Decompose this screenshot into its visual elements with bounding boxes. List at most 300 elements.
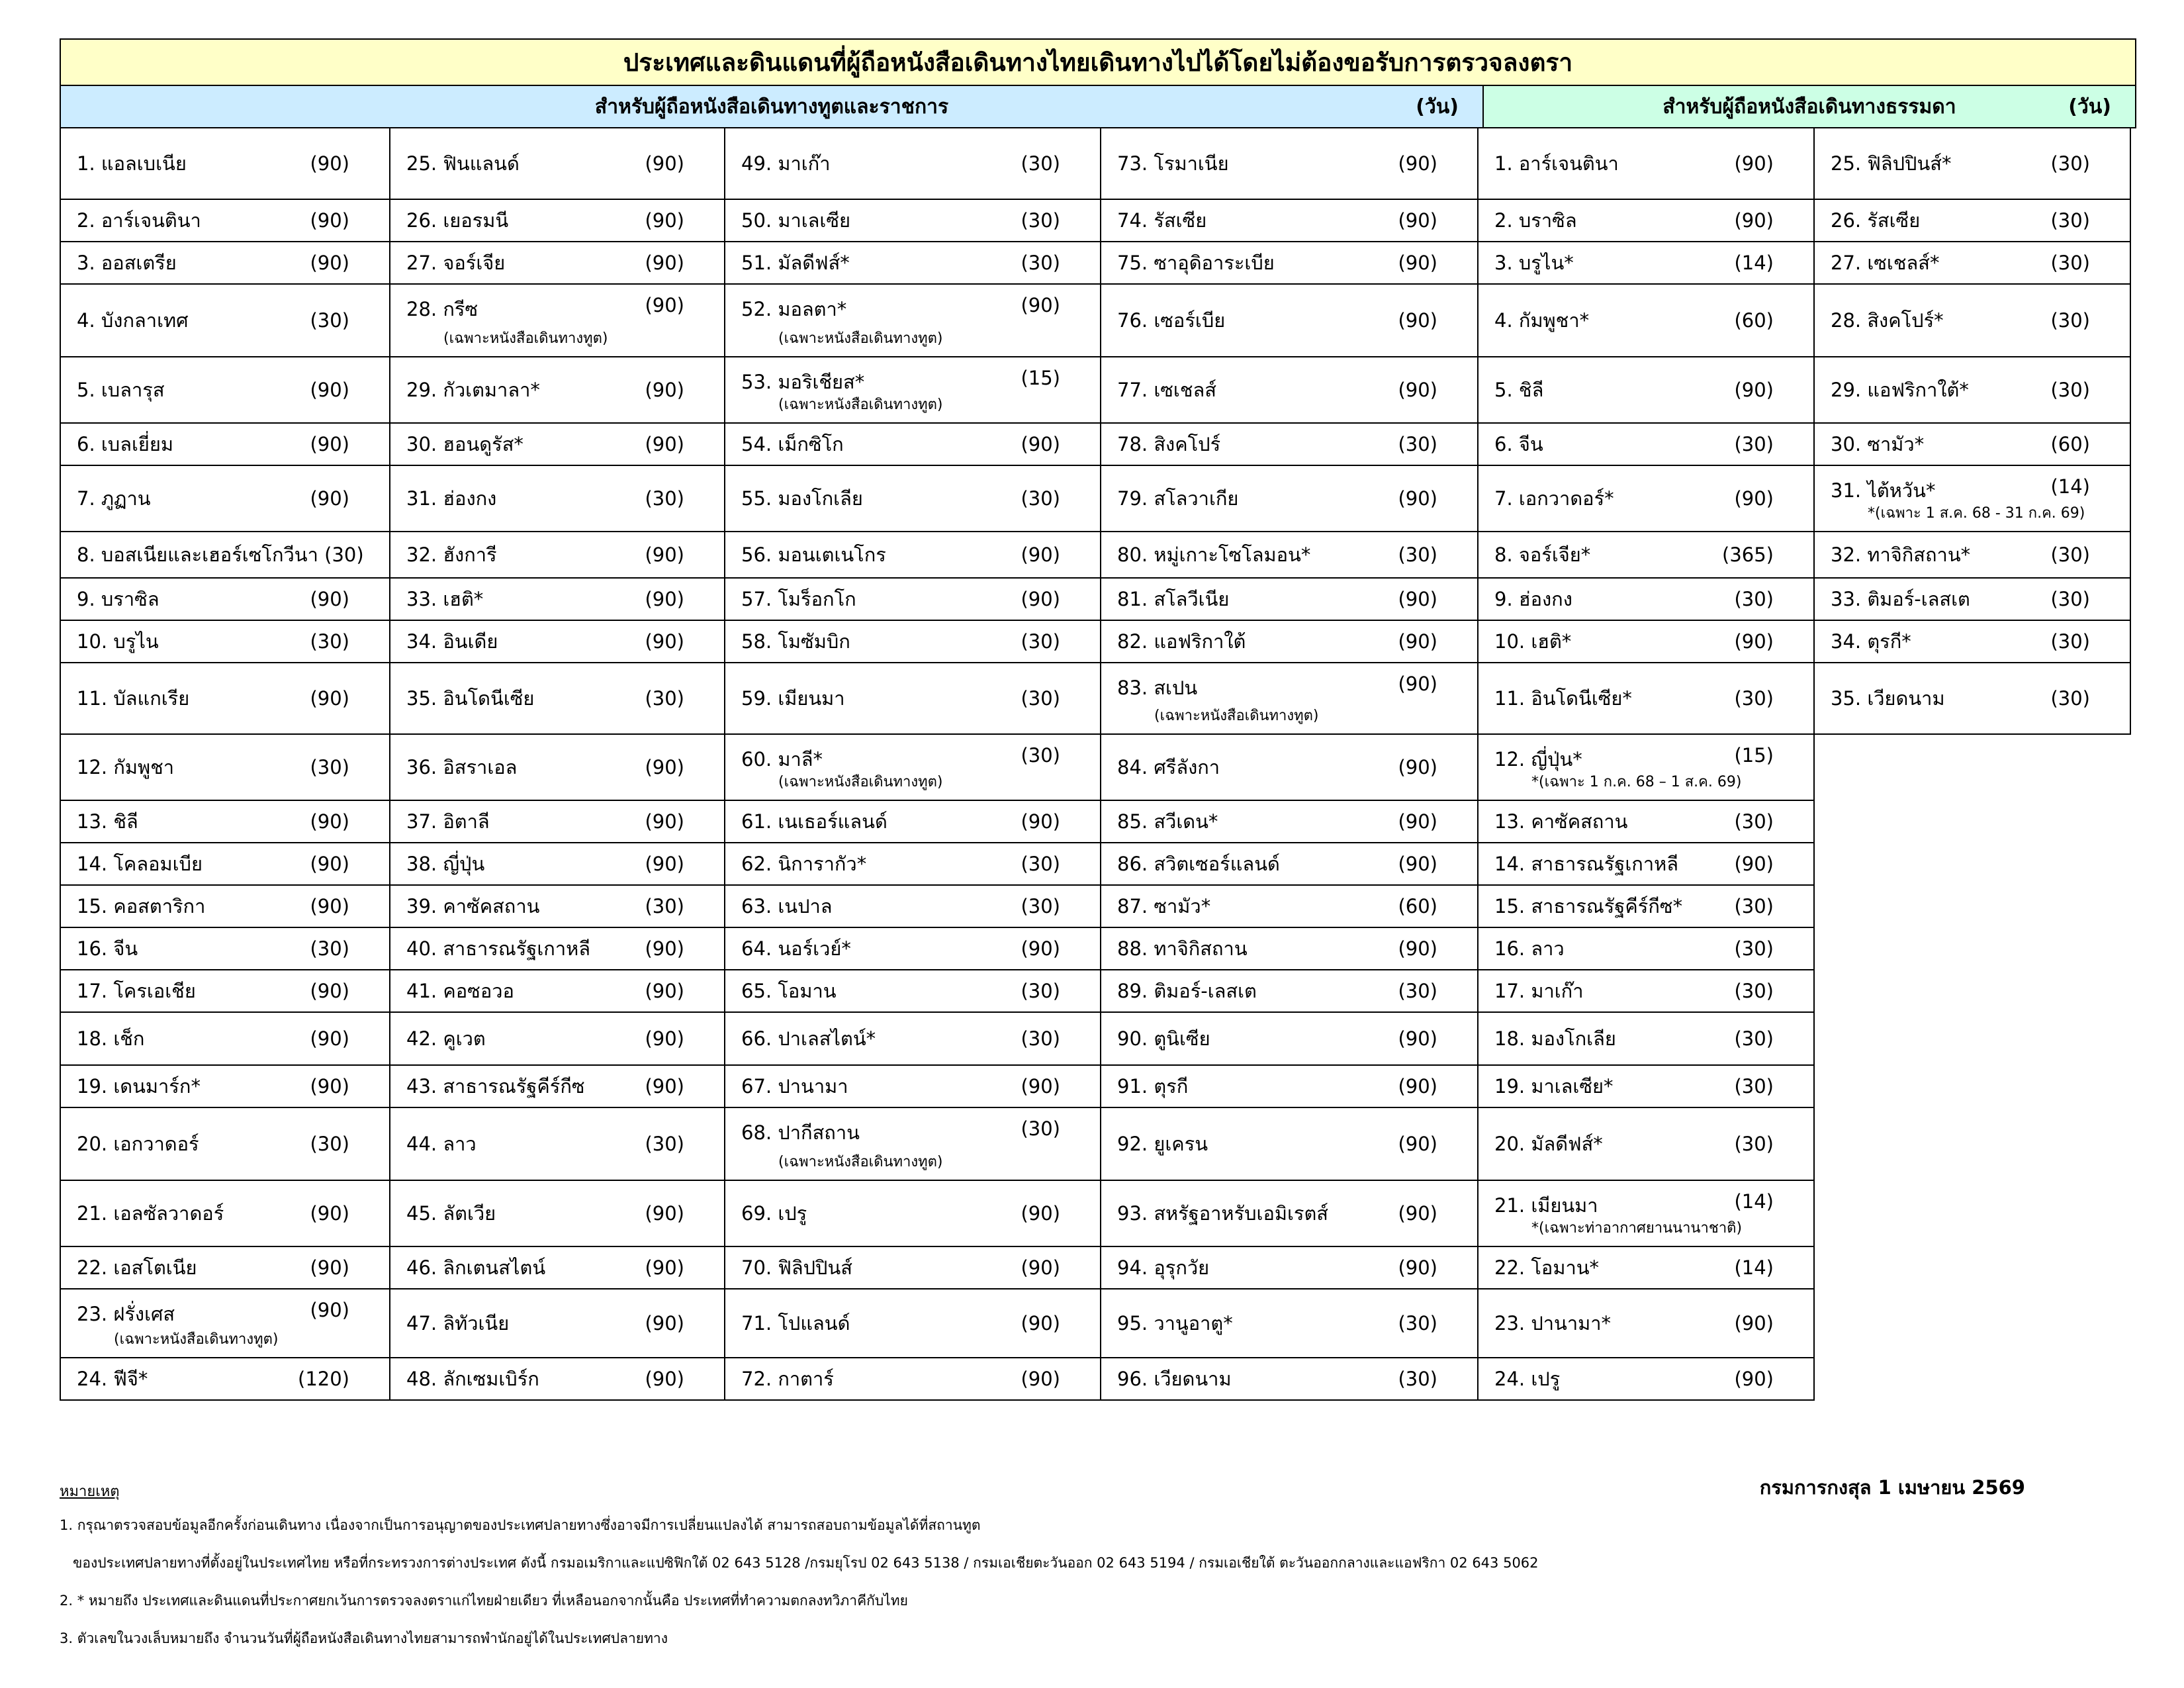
country-name: 85. สวีเดน* bbox=[1117, 810, 1218, 833]
country-cell bbox=[1815, 285, 2130, 357]
country-name: 24. ฟีจี* bbox=[77, 1368, 148, 1390]
stay-days: (90) bbox=[645, 588, 684, 610]
country-name: 70. ฟิลิปปินส์ bbox=[741, 1256, 852, 1279]
stay-days: (90) bbox=[310, 1075, 349, 1098]
country-cell bbox=[1101, 1181, 1477, 1247]
country-cell bbox=[1479, 663, 1813, 735]
notes-section bbox=[60, 1479, 2136, 1665]
stay-days: (90) bbox=[1021, 937, 1060, 960]
country-cell bbox=[1815, 621, 2130, 663]
country-cell bbox=[61, 1289, 389, 1358]
country-cell bbox=[61, 1247, 389, 1289]
stay-days: (30) bbox=[2050, 252, 2090, 274]
stay-days: (30) bbox=[1398, 543, 1437, 566]
stay-days: (30) bbox=[1734, 937, 1774, 960]
stay-days: (90) bbox=[645, 1027, 684, 1050]
stay-days: (90) bbox=[645, 1368, 684, 1390]
stay-days: (90) bbox=[1398, 252, 1437, 274]
stay-days: (30) bbox=[1021, 744, 1060, 767]
country-cell bbox=[1479, 970, 1813, 1013]
country-name: 31. ฮ่องกง bbox=[406, 487, 497, 510]
country-cell bbox=[61, 128, 389, 200]
stay-days: (90) bbox=[310, 487, 349, 510]
country-name: 30. ซามัว* bbox=[1831, 433, 1925, 455]
stay-days: (90) bbox=[1398, 673, 1437, 695]
country-name: 79. สโลวาเกีย bbox=[1117, 487, 1239, 510]
country-name: 71. โปแลนด์ bbox=[741, 1312, 850, 1335]
stay-days: (30) bbox=[2050, 687, 2090, 710]
stay-days: (90) bbox=[1398, 630, 1437, 653]
cell-note: (เฉพาะหนังสือเดินทางทูต) bbox=[778, 330, 943, 347]
country-cell bbox=[1101, 242, 1477, 285]
country-name: 13. คาซัคสถาน bbox=[1494, 810, 1628, 833]
country-name: 94. อุรุกวัย bbox=[1117, 1256, 1210, 1279]
country-cell bbox=[1815, 579, 2130, 621]
country-cell bbox=[1101, 843, 1477, 886]
cell-note: (เฉพาะหนังสือเดินทางทูต) bbox=[778, 397, 943, 413]
stay-days: (90) bbox=[310, 1256, 349, 1279]
table-column bbox=[1815, 128, 2131, 735]
country-cell bbox=[1101, 1358, 1477, 1401]
country-cell bbox=[725, 579, 1100, 621]
country-cell bbox=[390, 1066, 724, 1108]
stay-days: (120) bbox=[298, 1368, 349, 1390]
stay-days: (15) bbox=[1021, 367, 1060, 389]
stay-days: (15) bbox=[1734, 744, 1774, 767]
country-name: 72. กาตาร์ bbox=[741, 1368, 834, 1390]
country-cell bbox=[1101, 466, 1477, 532]
country-cell bbox=[1479, 532, 1813, 579]
country-name: 34. ตุรกี* bbox=[1831, 630, 1911, 653]
country-cell bbox=[1479, 1066, 1813, 1108]
note-2: 2. * หมายถึง ประเทศและดินแดนที่ประกาศยกเว้นการตรวจลงตราแก่ไทยฝ่ายเดียว ที่เหลือนอกจากนั้นคือ ประเทศที่ทำความตกลงทวิภาคีกับไทย bbox=[60, 1593, 908, 1609]
cell-note: (เฉพาะหนังสือเดินทางทูต) bbox=[1154, 708, 1319, 724]
stay-days: (90) bbox=[1734, 379, 1774, 401]
diplomatic-unit-label: (วัน) bbox=[1416, 95, 1459, 118]
country-cell bbox=[725, 242, 1100, 285]
country-name: 64. นอร์เวย์* bbox=[741, 937, 851, 960]
country-name: 9. ฮ่องกง bbox=[1494, 588, 1572, 610]
page-title: ประเทศและดินแดนที่ผู้ถือหนังสือเดินทางไทยเดินทางไปได้โดยไม่ต้องขอรับการตรวจลงตรา bbox=[60, 38, 2136, 86]
stay-days: (90) bbox=[1398, 937, 1437, 960]
country-cell bbox=[1479, 928, 1813, 970]
country-name: 21. เมียนมา bbox=[1494, 1194, 1598, 1217]
country-cell bbox=[725, 357, 1100, 424]
country-cell bbox=[61, 663, 389, 735]
stay-days: (30) bbox=[645, 687, 684, 710]
country-name: 56. มอนเตเนโกร bbox=[741, 543, 886, 566]
country-cell bbox=[61, 1066, 389, 1108]
country-cell bbox=[725, 801, 1100, 843]
country-name: 63. เนปาล bbox=[741, 895, 833, 917]
country-name: 5. เบลารุส bbox=[77, 379, 165, 401]
stay-days: (30) bbox=[1398, 433, 1437, 455]
country-name: 38. ญี่ปุ่น bbox=[406, 853, 485, 875]
stay-days: (30) bbox=[1398, 1368, 1437, 1390]
country-name: 21. เอลซัลวาดอร์ bbox=[77, 1202, 224, 1225]
stay-days: (30) bbox=[1021, 152, 1060, 175]
country-name: 83. สเปน bbox=[1117, 677, 1198, 699]
country-name: 9. บราซิล bbox=[77, 588, 159, 610]
country-cell bbox=[61, 843, 389, 886]
country-cell bbox=[1479, 424, 1813, 466]
country-cell bbox=[1101, 200, 1477, 242]
stay-days: (90) bbox=[1021, 1256, 1060, 1279]
country-name: 19. มาเลเซีย* bbox=[1494, 1075, 1614, 1098]
stay-days: (90) bbox=[1021, 588, 1060, 610]
stay-days: (30) bbox=[1021, 853, 1060, 875]
country-cell bbox=[1101, 424, 1477, 466]
stay-days: (90) bbox=[310, 433, 349, 455]
country-cell bbox=[390, 579, 724, 621]
table-column bbox=[390, 128, 725, 1401]
ordinary-header-label: สำหรับผู้ถือหนังสือเดินทางธรรมดา bbox=[1662, 95, 1956, 118]
country-name: 2. บราซิล bbox=[1494, 209, 1577, 232]
country-cell bbox=[1101, 128, 1477, 200]
country-cell bbox=[725, 970, 1100, 1013]
country-cell bbox=[1479, 886, 1813, 928]
country-cell bbox=[1101, 886, 1477, 928]
country-cell bbox=[390, 1289, 724, 1358]
country-cell bbox=[61, 621, 389, 663]
country-name: 53. มอริเชียส* bbox=[741, 371, 865, 393]
country-cell bbox=[390, 532, 724, 579]
country-name: 26. เยอรมนี bbox=[406, 209, 509, 232]
stay-days: (30) bbox=[1398, 1312, 1437, 1335]
stay-days: (90) bbox=[645, 294, 684, 316]
country-name: 77. เซเชลส์ bbox=[1117, 379, 1216, 401]
stay-days: (90) bbox=[645, 853, 684, 875]
cell-note: (เฉพาะหนังสือเดินทางทูต) bbox=[443, 330, 608, 347]
country-name: 35. เวียดนาม bbox=[1831, 687, 1945, 710]
country-name: 27. เซเชลส์* bbox=[1831, 252, 1940, 274]
country-cell bbox=[1479, 466, 1813, 532]
stay-days: (90) bbox=[1398, 152, 1437, 175]
stay-days: (90) bbox=[310, 1202, 349, 1225]
country-cell bbox=[1479, 285, 1813, 357]
stay-days: (90) bbox=[1021, 810, 1060, 833]
country-name: 58. โมซัมบิก bbox=[741, 630, 850, 653]
country-name: 16. จีน bbox=[77, 937, 138, 960]
country-name: 11. อินโดนีเซีย* bbox=[1494, 687, 1632, 710]
country-cell bbox=[1479, 579, 1813, 621]
country-cell bbox=[1101, 532, 1477, 579]
stay-days: (90) bbox=[1398, 379, 1437, 401]
table-column bbox=[60, 128, 390, 1401]
stay-days: (90) bbox=[310, 379, 349, 401]
stay-days: (30) bbox=[645, 895, 684, 917]
country-name: 28. สิงคโปร์* bbox=[1831, 309, 1944, 332]
country-cell bbox=[725, 532, 1100, 579]
stay-days: (90) bbox=[1398, 1075, 1437, 1098]
country-cell bbox=[390, 357, 724, 424]
country-name: 6. เบลเยี่ยม bbox=[77, 433, 173, 455]
country-name: 14. โคลอมเบีย bbox=[77, 853, 203, 875]
country-name: 15. สาธารณรัฐคีร์กีซ* bbox=[1494, 895, 1683, 917]
country-name: 55. มองโกเลีย bbox=[741, 487, 863, 510]
country-cell bbox=[390, 1181, 724, 1247]
country-cell bbox=[390, 663, 724, 735]
country-name: 42. คูเวต bbox=[406, 1027, 486, 1050]
stay-days: (90) bbox=[310, 1299, 349, 1321]
country-name: 36. อิสราเอล bbox=[406, 756, 518, 778]
country-name: 22. เอสโตเนีย bbox=[77, 1256, 197, 1279]
stay-days: (30) bbox=[310, 1133, 349, 1155]
country-cell bbox=[390, 200, 724, 242]
country-name: 26. รัสเซีย bbox=[1831, 209, 1921, 232]
stay-days: (90) bbox=[310, 810, 349, 833]
stay-days: (90) bbox=[1021, 1368, 1060, 1390]
stay-days: (30) bbox=[1021, 980, 1060, 1002]
country-name: 12. ญี่ปุ่น* bbox=[1494, 748, 1582, 771]
stay-days: (30) bbox=[2050, 309, 2090, 332]
country-cell bbox=[1101, 1289, 1477, 1358]
country-name: 40. สาธารณรัฐเกาหลี bbox=[406, 937, 591, 960]
stay-days: (90) bbox=[645, 630, 684, 653]
country-name: 7. ภูฏาน bbox=[77, 487, 151, 510]
table-column bbox=[725, 128, 1101, 1401]
stay-days: (90) bbox=[645, 379, 684, 401]
country-cell bbox=[1101, 1013, 1477, 1066]
stay-days: (90) bbox=[1398, 756, 1437, 778]
country-cell bbox=[390, 970, 724, 1013]
country-name: 4. บังกลาเทศ bbox=[77, 309, 189, 332]
country-name: 43. สาธารณรัฐคีร์กีซ bbox=[406, 1075, 585, 1098]
country-name: 25. ฟิลิปปินส์* bbox=[1831, 152, 1952, 175]
country-name: 60. มาลี* bbox=[741, 748, 823, 771]
country-name: 90. ตูนิเซีย bbox=[1117, 1027, 1210, 1050]
country-name: 18. มองโกเลีย bbox=[1494, 1027, 1616, 1050]
stay-days: (30) bbox=[2050, 209, 2090, 232]
country-cell bbox=[1101, 1108, 1477, 1181]
country-name: 50. มาเลเซีย bbox=[741, 209, 851, 232]
country-cell bbox=[390, 128, 724, 200]
country-name: 57. โมร็อกโก bbox=[741, 588, 856, 610]
diplomatic-header bbox=[60, 86, 1484, 128]
stay-days: (30) bbox=[1734, 980, 1774, 1002]
stay-days: (90) bbox=[310, 895, 349, 917]
country-name: 41. คอซอวอ bbox=[406, 980, 514, 1002]
country-name: 86. สวิตเซอร์แลนด์ bbox=[1117, 853, 1280, 875]
country-cell bbox=[1101, 735, 1477, 801]
country-cell bbox=[61, 466, 389, 532]
country-name: 33. ติมอร์-เลสเต bbox=[1831, 588, 1970, 610]
stay-days: (60) bbox=[1398, 895, 1437, 917]
table-column bbox=[1101, 128, 1479, 1401]
cell-note: *(เฉพาะ 1 ก.ค. 68 – 1 ส.ค. 69) bbox=[1531, 774, 1742, 790]
stay-days: (30) bbox=[1021, 252, 1060, 274]
stay-days: (30) bbox=[1734, 810, 1774, 833]
country-cell bbox=[1101, 579, 1477, 621]
country-cell bbox=[1101, 1066, 1477, 1108]
country-cell bbox=[1479, 1247, 1813, 1289]
stay-days: (90) bbox=[310, 853, 349, 875]
country-cell bbox=[1815, 663, 2130, 735]
country-cell bbox=[1479, 735, 1813, 801]
country-cell bbox=[61, 579, 389, 621]
country-cell bbox=[1101, 1247, 1477, 1289]
country-cell bbox=[725, 735, 1100, 801]
stay-days: (90) bbox=[1398, 487, 1437, 510]
country-name: 23. ฝรั่งเศส bbox=[77, 1303, 175, 1325]
stay-days: (90) bbox=[310, 980, 349, 1002]
country-name: 93. สหรัฐอาหรับเอมิเรตส์ bbox=[1117, 1202, 1328, 1225]
country-cell bbox=[61, 1108, 389, 1181]
country-cell bbox=[61, 735, 389, 801]
stay-days: (30) bbox=[1021, 1117, 1060, 1140]
country-name: 24. เปรู bbox=[1494, 1368, 1561, 1390]
stay-days: (90) bbox=[645, 937, 684, 960]
stay-days: (90) bbox=[1734, 1312, 1774, 1335]
country-name: 5. ชิลี bbox=[1494, 379, 1544, 401]
stay-days: (30) bbox=[1734, 588, 1774, 610]
country-name: 73. โรมาเนีย bbox=[1117, 152, 1229, 175]
stay-days: (90) bbox=[1398, 309, 1437, 332]
stay-days: (90) bbox=[310, 252, 349, 274]
country-cell bbox=[61, 424, 389, 466]
stay-days: (90) bbox=[1021, 1075, 1060, 1098]
country-name: 6. จีน bbox=[1494, 433, 1543, 455]
country-cell bbox=[1815, 128, 2130, 200]
country-name: 87. ซามัว* bbox=[1117, 895, 1211, 917]
country-name: 96. เวียดนาม bbox=[1117, 1368, 1232, 1390]
country-name: 47. ลิทัวเนีย bbox=[406, 1312, 510, 1335]
stay-days: (90) bbox=[645, 810, 684, 833]
country-name: 84. ศรีลังกา bbox=[1117, 756, 1220, 778]
cell-note: (เฉพาะหนังสือเดินทางทูต) bbox=[778, 1154, 943, 1170]
stay-days: (90) bbox=[1734, 630, 1774, 653]
country-cell bbox=[725, 466, 1100, 532]
stay-days: (90) bbox=[645, 543, 684, 566]
country-cell bbox=[61, 200, 389, 242]
country-cell bbox=[61, 1358, 389, 1401]
country-cell bbox=[1815, 200, 2130, 242]
country-name: 88. ทาจิกิสถาน bbox=[1117, 937, 1248, 960]
stay-days: (30) bbox=[2050, 152, 2090, 175]
country-name: 8. บอสเนียและเฮอร์เซโกวีนา (30) bbox=[77, 543, 364, 566]
stay-days: (90) bbox=[1398, 853, 1437, 875]
stay-days: (90) bbox=[1398, 209, 1437, 232]
country-cell bbox=[390, 886, 724, 928]
country-name: 22. โอมาน* bbox=[1494, 1256, 1600, 1279]
country-cell bbox=[725, 663, 1100, 735]
country-cell bbox=[390, 285, 724, 357]
country-name: 61. เนเธอร์แลนด์ bbox=[741, 810, 887, 833]
country-cell bbox=[390, 242, 724, 285]
stay-days: (365) bbox=[1722, 543, 1774, 566]
country-name: 48. ลักเซมเบิร์ก bbox=[406, 1368, 539, 1390]
stay-days: (90) bbox=[645, 209, 684, 232]
country-cell bbox=[390, 801, 724, 843]
country-cell bbox=[1479, 1108, 1813, 1181]
country-name: 15. คอสตาริกา bbox=[77, 895, 206, 917]
country-name: 17. โครเอเชีย bbox=[77, 980, 196, 1002]
stay-days: (60) bbox=[2050, 433, 2090, 455]
department-date: กรมการกงสุล 1 เมษายน 2569 bbox=[1759, 1476, 2025, 1499]
stay-days: (90) bbox=[1021, 543, 1060, 566]
country-name: 69. เปรู bbox=[741, 1202, 807, 1225]
stay-days: (90) bbox=[1021, 294, 1060, 316]
country-name: 67. ปานามา bbox=[741, 1075, 848, 1098]
country-cell bbox=[390, 1247, 724, 1289]
country-cell bbox=[1101, 357, 1477, 424]
table-column bbox=[1479, 128, 1815, 1401]
country-cell bbox=[1101, 621, 1477, 663]
stay-days: (90) bbox=[1398, 1202, 1437, 1225]
note-1b: ของประเทศปลายทางที่ตั้งอยู่ในประเทศไทย หรือที่กระทรวงการต่างประเทศ ดังนี้ กรมอเมริกาและแปซิฟิกใต้ 02 643 5128 /กรมยุโรป 02 643 5138 / กรมเอเชียตะวันออก 02 643 5194 / กรมเอเชียใต้ ตะวันออกกลางและแอฟริกา 02 643 5062 bbox=[73, 1555, 1539, 1571]
cell-note: (เฉพาะหนังสือเดินทางทูต) bbox=[114, 1331, 279, 1348]
stay-days: (90) bbox=[645, 252, 684, 274]
country-name: 54. เม็กซิโก bbox=[741, 433, 844, 455]
country-name: 29. กัวเตมาลา* bbox=[406, 379, 540, 401]
country-cell bbox=[1479, 1013, 1813, 1066]
country-cell bbox=[1479, 621, 1813, 663]
country-name: 10. บรูไน bbox=[77, 630, 159, 653]
cell-note: (เฉพาะหนังสือเดินทางทูต) bbox=[778, 774, 943, 790]
stay-days: (90) bbox=[645, 433, 684, 455]
country-cell bbox=[390, 621, 724, 663]
country-cell bbox=[1101, 285, 1477, 357]
country-cell bbox=[1101, 970, 1477, 1013]
country-name: 20. เอกวาดอร์ bbox=[77, 1133, 199, 1155]
stay-days: (90) bbox=[1021, 1312, 1060, 1335]
country-cell bbox=[61, 801, 389, 843]
country-name: 49. มาเก๊า bbox=[741, 152, 831, 175]
country-cell bbox=[61, 1181, 389, 1247]
country-cell bbox=[1815, 532, 2130, 579]
country-name: 89. ติมอร์-เลสเต bbox=[1117, 980, 1257, 1002]
country-name: 11. บัลแกเรีย bbox=[77, 687, 190, 710]
country-name: 2. อาร์เจนตินา bbox=[77, 209, 201, 232]
country-name: 81. สโลวีเนีย bbox=[1117, 588, 1230, 610]
country-name: 45. ลัตเวีย bbox=[406, 1202, 496, 1225]
stay-days: (30) bbox=[1021, 687, 1060, 710]
country-name: 75. ซาอุดิอาระเบีย bbox=[1117, 252, 1275, 274]
country-name: 3. ออสเตรีย bbox=[77, 252, 177, 274]
ordinary-unit-label: (วัน) bbox=[2068, 95, 2111, 118]
stay-days: (30) bbox=[1021, 487, 1060, 510]
country-cell bbox=[1815, 242, 2130, 285]
country-cell bbox=[725, 1013, 1100, 1066]
note-3: 3. ตัวเลขในวงเล็บหมายถึง จำนวนวันที่ผู้ถือหนังสือเดินทางไทยสามารถพำนักอยู่ได้ในประเทศปลายทาง bbox=[60, 1630, 668, 1646]
country-cell bbox=[725, 1289, 1100, 1358]
country-cell bbox=[61, 1013, 389, 1066]
stay-days: (90) bbox=[1734, 487, 1774, 510]
stay-days: (30) bbox=[645, 1133, 684, 1155]
country-cell bbox=[1479, 1181, 1813, 1247]
stay-days: (30) bbox=[310, 630, 349, 653]
country-name: 23. ปานามา* bbox=[1494, 1312, 1612, 1335]
country-cell bbox=[725, 285, 1100, 357]
stay-days: (60) bbox=[1734, 309, 1774, 332]
country-cell bbox=[725, 128, 1100, 200]
stay-days: (90) bbox=[310, 687, 349, 710]
country-cell bbox=[61, 242, 389, 285]
stay-days: (90) bbox=[1734, 209, 1774, 232]
country-cell bbox=[390, 466, 724, 532]
country-cell bbox=[725, 928, 1100, 970]
country-name: 62. นิการากัว* bbox=[741, 853, 867, 875]
country-cell bbox=[1815, 357, 2130, 424]
country-name: 52. มอลตา* bbox=[741, 298, 847, 320]
stay-days: (30) bbox=[310, 309, 349, 332]
country-cell bbox=[725, 1358, 1100, 1401]
stay-days: (90) bbox=[1398, 810, 1437, 833]
country-name: 28. กรีซ bbox=[406, 298, 478, 320]
country-name: 1. อาร์เจนตินา bbox=[1494, 152, 1619, 175]
stay-days: (90) bbox=[1398, 1133, 1437, 1155]
country-name: 13. ชิลี bbox=[77, 810, 138, 833]
